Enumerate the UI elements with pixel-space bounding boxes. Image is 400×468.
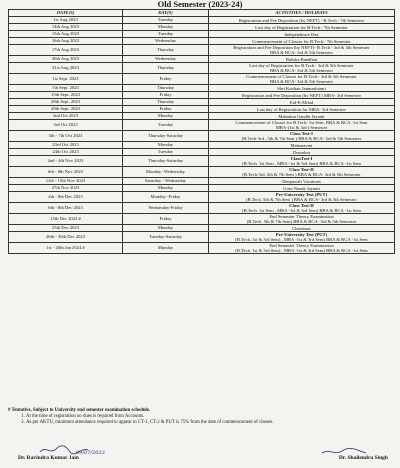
activity-line: Mahanavmi xyxy=(290,142,313,148)
activity-line: BBA & BCA- 3rd & 5th Semester xyxy=(269,68,334,73)
activity-line: Christmas xyxy=(292,225,311,231)
activity-line: Class Test-II xyxy=(289,203,314,208)
cell-activity xyxy=(209,120,395,131)
table-row xyxy=(9,192,395,203)
table-row xyxy=(9,214,395,225)
cell-day: Saturday - Wednesday xyxy=(123,178,209,185)
cell-day: Thursday xyxy=(123,45,209,56)
cell-date: 11th - 15th Nov 2023 xyxy=(9,178,123,185)
activity-line: Raksha Bandhan xyxy=(285,56,317,62)
cell-date: 29th Sept. 2023 xyxy=(9,106,123,113)
cell-date: 7th Sept. 2023 xyxy=(9,85,123,92)
cell-day: Wednesday xyxy=(123,56,209,63)
activity-line: Shri Krishan Janmashtami xyxy=(277,85,326,91)
activity-line: Commencement of Classes for B.Tech.- 7th Semester xyxy=(252,38,351,44)
table-row xyxy=(9,149,395,156)
cell-date: 2nd - 4th Nov 2023 xyxy=(9,156,123,167)
signature-name-left: Dr. Ravindra Kumar Jain xyxy=(18,455,79,461)
cell-activity xyxy=(209,24,395,31)
table-row xyxy=(9,203,395,214)
table-row xyxy=(9,63,395,74)
cell-activity xyxy=(209,225,395,232)
cell-day: Wednesday xyxy=(123,38,209,45)
cell-day: Thursday-Saturday xyxy=(123,131,209,142)
table-header-row xyxy=(9,10,395,17)
cell-day: Monday -Wednesday xyxy=(123,167,209,178)
cell-date: 25th Dec 2023 xyxy=(9,225,123,232)
cell-activity xyxy=(209,92,395,99)
activity-line: Pre-University Test (PUT) xyxy=(275,192,328,197)
activity-line: (B.Tech-3rd, 5th & 7th Sem ) BBA & BCA- 3rd & 5th Semester xyxy=(242,172,361,177)
table-row xyxy=(9,56,395,63)
cell-date: 1st - 20th Jan 2024 # xyxy=(9,243,123,254)
notes-list xyxy=(8,414,394,426)
academic-calendar-table xyxy=(8,9,395,254)
cell-day: Monday xyxy=(123,185,209,192)
cell-activity xyxy=(209,178,395,185)
header-activities: ACTIVITIES / HOLIDAYS xyxy=(209,10,395,17)
cell-activity xyxy=(209,232,395,243)
table-row xyxy=(9,85,395,92)
activity-line: Class Test-II xyxy=(289,167,314,172)
cell-date: 4th - 8th Dec 2023 xyxy=(9,192,123,203)
cell-day: Tuesday xyxy=(123,17,209,24)
activity-line: Deepawali Vacations xyxy=(282,178,321,184)
table-row xyxy=(9,113,395,120)
svg-text:09/07/2023: 09/07/2023 xyxy=(76,450,105,456)
cell-date: 27th Nov 2023 xyxy=(9,185,123,192)
table-row xyxy=(9,178,395,185)
activity-line: (B.Tech. 5th & 7th Sem ) BBA & BCA- 3rd & 5th Semester xyxy=(246,197,357,202)
table-row xyxy=(9,120,395,131)
activity-line: Dussehra xyxy=(292,149,311,155)
cell-day: Friday xyxy=(123,92,209,99)
cell-day: Monday -Friday xyxy=(123,192,209,203)
cell-activity xyxy=(209,113,395,120)
activity-line: Last day of Registration for B.Tech.- 7th Semester xyxy=(255,24,348,30)
table-row xyxy=(9,92,395,99)
table-row xyxy=(9,99,395,106)
cell-day: Monday xyxy=(123,142,209,149)
cell-activity xyxy=(209,45,395,56)
cell-date: 16th Aug 2023 xyxy=(9,38,123,45)
cell-date: 15th Dec 2023 # xyxy=(9,214,123,225)
activity-line: (B.Tech. 1st & 3rd Sem) , MBA -1st & 3rd Sem) BBA & BCA -1st Sem xyxy=(235,248,368,253)
activity-line: Independence Day xyxy=(284,31,319,37)
activity-line: End Semester Theory Examination xyxy=(269,214,334,219)
table-row xyxy=(9,131,395,142)
activity-line: Last day of Registration for B.Tech.- 3rd & 5th Semester xyxy=(249,63,354,68)
cell-activity xyxy=(209,99,395,106)
cell-date: 15th Sept. 2023 xyxy=(9,92,123,99)
cell-date: 28th Sept. 2023 xyxy=(9,99,123,106)
cell-activity xyxy=(209,56,395,63)
cell-date: 3rd Oct 2023 xyxy=(9,120,123,131)
activity-line: Registration and Fee Deposition (by NEFT)- B.Tech.- 3rd & 5th Semester xyxy=(233,45,370,50)
cell-day: Tuesday-Saturday xyxy=(123,232,209,243)
cell-day: Wednesday-Friday xyxy=(123,203,209,214)
activity-line: End Semester Theory Examination xyxy=(269,243,334,248)
activity-line: Mahatma Gandhi Jayanti xyxy=(278,113,325,119)
cell-day: Monday xyxy=(123,225,209,232)
signature-name-right: Dr. Shailendra Singh xyxy=(338,455,388,461)
cell-day: Tuesday xyxy=(123,31,209,38)
activity-line: (B.Tech. 1st Sem , MBA -1st & 3rd Sem) BBA & BCA -1st Sem xyxy=(242,208,361,213)
activity-line: BBA & BCA- 3rd & 5th Semester xyxy=(269,79,334,84)
activity-line: (B.Tech. 1st & 3rd Sem) , MBA -1st & 3rd Sem) BBA & BCA -1st Sem xyxy=(235,237,368,242)
activity-line: Class Test-I xyxy=(290,131,313,136)
cell-activity xyxy=(209,31,395,38)
cell-activity xyxy=(209,185,395,192)
cell-day: Monday xyxy=(123,113,209,120)
cell-date: 31st Aug 2023 xyxy=(9,63,123,74)
cell-date: 6th - 8th Dec 2023 xyxy=(9,203,123,214)
activity-line: (B.Tech. 1st Sem , MBA -1st & 3rd Sem) BBA & BCA -1st Sem xyxy=(242,161,361,166)
activity-line: Commencement of Classes for B.Tech.-1st Sem, BBA & BCA -1st Sem xyxy=(235,120,368,125)
cell-activity xyxy=(209,106,395,113)
table-row xyxy=(9,24,395,31)
table-row xyxy=(9,45,395,56)
cell-activity xyxy=(209,243,395,254)
note-item: 2. As per AKTU, minimum attendance required to appear in CT-1, CT-2 & PUT is 75% from the date of commencement of classes. xyxy=(26,420,394,426)
cell-activity xyxy=(209,149,395,156)
activity-line: Guru Nanak Jayanti xyxy=(283,185,320,191)
cell-activity xyxy=(209,203,395,214)
table-row xyxy=(9,243,395,254)
cell-activity xyxy=(209,167,395,178)
cell-date: 23rd Oct 2023 xyxy=(9,142,123,149)
table-row xyxy=(9,232,395,243)
cell-activity xyxy=(209,74,395,85)
cell-day: Thursday xyxy=(123,85,209,92)
cell-date: 5th - 7th Oct 2023 xyxy=(9,131,123,142)
table-row xyxy=(9,142,395,149)
activity-line: Commencement of Classes for B.Tech.- 3rd & 5th Semester xyxy=(246,74,357,79)
cell-date: 15th Aug 2023 xyxy=(9,31,123,38)
note-item: 1. At the time of registration no dues is required from Accounts. xyxy=(26,414,394,420)
cell-activity xyxy=(209,142,395,149)
cell-date: 17th Aug 2023 xyxy=(9,45,123,56)
cell-date: 24th Oct 2023 xyxy=(9,149,123,156)
cell-day: Friday xyxy=(123,74,209,85)
cell-activity xyxy=(209,192,395,203)
cell-activity xyxy=(209,17,395,24)
cell-activity xyxy=(209,214,395,225)
cell-date: 14th Aug 2023 xyxy=(9,24,123,31)
cell-day: Tuesday xyxy=(123,120,209,131)
activity-line: (B.Tech-3rd , 5th & 7th Sem ) BBA & BCA- 3rd & 5th Semester xyxy=(241,136,362,141)
cell-day: Friday xyxy=(123,106,209,113)
table-row xyxy=(9,31,395,38)
activity-line: (B.Tech. 5th & 7th Sem) BBA & BCA- 3rd & 5th Semester xyxy=(246,219,357,224)
cell-day: Tuesday xyxy=(123,149,209,156)
table-row xyxy=(9,106,395,113)
table-row xyxy=(9,38,395,45)
tentative-note: # Tentative, Subject to University end semester examination schedule. xyxy=(8,408,151,413)
cell-activity xyxy=(209,63,395,74)
cell-date: 1st Aug 2023 xyxy=(9,17,123,24)
cell-activity xyxy=(209,131,395,142)
footer-notes xyxy=(8,408,394,426)
cell-date: 30th Aug 2023 xyxy=(9,56,123,63)
cell-day: Monday xyxy=(123,243,209,254)
cell-day: Friday xyxy=(123,214,209,225)
activity-line: Registration and Fee Deposition (by NEFT) MBA- 3rd Semester xyxy=(241,92,362,98)
table-row xyxy=(9,74,395,85)
activity-line: ClassTest-I xyxy=(290,156,313,161)
page-title: Old Semester (2023-24) xyxy=(157,0,243,9)
header-days: DAY(S) xyxy=(123,10,209,17)
header-dates: DATE(S) xyxy=(9,10,123,17)
cell-date: 26th - 30th Dec 2023 xyxy=(9,232,123,243)
cell-day: Monday xyxy=(123,24,209,31)
cell-activity xyxy=(209,38,395,45)
table-row xyxy=(9,185,395,192)
cell-date: 6th - 8th Nov 2023 xyxy=(9,167,123,178)
cell-activity xyxy=(209,156,395,167)
activity-line: Last day of Registration for MBA- 3rd Semester xyxy=(256,106,347,112)
cell-date: 1st Sept. 2023 xyxy=(9,74,123,85)
table-row xyxy=(9,167,395,178)
cell-day: Thursday xyxy=(123,63,209,74)
cell-day: Thursday xyxy=(123,99,209,106)
cell-date: 2nd Oct 2023 xyxy=(9,113,123,120)
cell-day: Thursday-Saturday xyxy=(123,156,209,167)
activity-line: Eid-E-Milad xyxy=(289,99,314,105)
table-row xyxy=(9,225,395,232)
activity-line: MBA-(1st & 3rd ) Semester xyxy=(275,125,328,130)
cell-activity xyxy=(209,85,395,92)
activity-line: BBA & BCA- 3rd & 5th Semester xyxy=(269,50,334,55)
table-row xyxy=(9,156,395,167)
table-row xyxy=(9,17,395,24)
activity-line: Registration and Fee Deposition (by NEFT) - B.Tech.- 7th Semester xyxy=(238,17,365,23)
activity-line: Pre-University Test (PUT) xyxy=(275,232,328,237)
